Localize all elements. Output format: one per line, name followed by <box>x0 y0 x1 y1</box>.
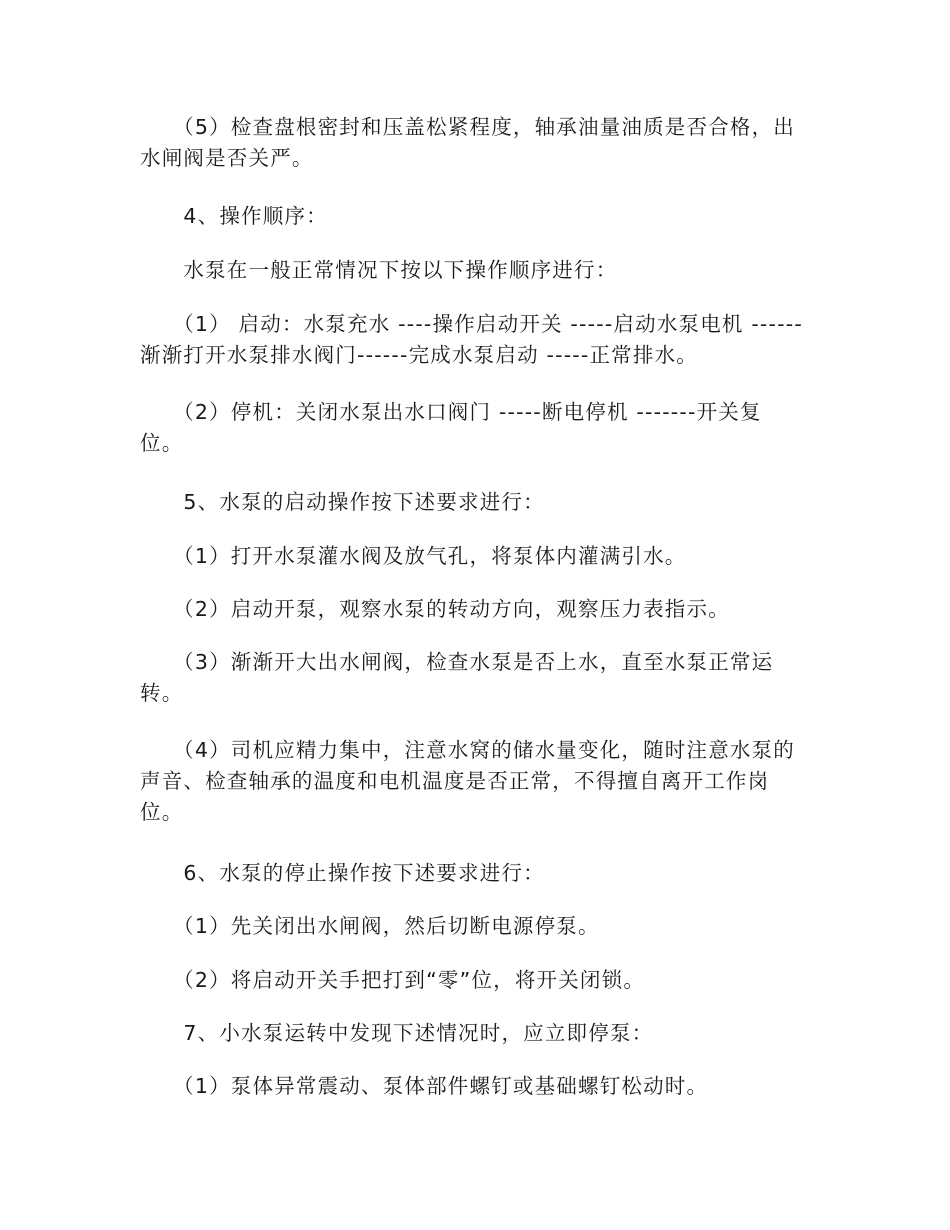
paragraph-emergency-1: （1）泵体异常震动、泵体部件螺钉或基础螺钉松动时。 <box>140 1074 709 1098</box>
paragraph-item-5-packing-check: （5）检查盘根密封和压盖松紧程度，轴承油量油质是否合格，出水闸阀是否关严。 <box>140 115 795 170</box>
paragraph-start-req-4: （4）司机应精力集中，注意水窝的储水量变化，随时注意水泵的声音、检查轴承的温度和电机温度是否正常，不得擅自离开工作岗位。 <box>140 738 795 824</box>
heading-emergency-stop: 7、小水泵运转中发现下述情况时，应立即停泵： <box>140 1021 654 1045</box>
paragraph-start-req-2: （2）启动开泵，观察水泵的转动方向，观察压力表指示。 <box>140 597 730 621</box>
paragraph-start-req-1: （1）打开水泵灌水阀及放气孔，将泵体内灌满引水。 <box>140 544 687 568</box>
paragraph-start-req-3: （3）渐渐开大出水闸阀，检查水泵是否上水，直至水泵正常运转。 <box>140 650 774 705</box>
heading-operation-sequence: 4、操作顺序： <box>140 204 328 228</box>
paragraph-stop-req-2: （2）将启动开关手把打到“零”位，将开关闭锁。 <box>140 968 646 992</box>
heading-stop-requirements: 6、水泵的停止操作按下述要求进行： <box>140 861 545 885</box>
paragraph-operation-intro: 水泵在一般正常情况下按以下操作顺序进行： <box>140 258 618 282</box>
paragraph-stop-req-1: （1）先关闭出水闸阀，然后切断电源停泵。 <box>140 914 600 938</box>
paragraph-start-sequence: （1） 启动：水泵充水 ----操作启动开关 -----启动水泵电机 ------渐渐打开水泵排水阀门------完成水泵启动 -----正常排水。 <box>140 312 803 367</box>
paragraph-stop-sequence: （2）停机：关闭水泵出水口阀门 -----断电停机 -------开关复位。 <box>140 400 762 455</box>
heading-start-requirements: 5、水泵的启动操作按下述要求进行： <box>140 490 545 514</box>
